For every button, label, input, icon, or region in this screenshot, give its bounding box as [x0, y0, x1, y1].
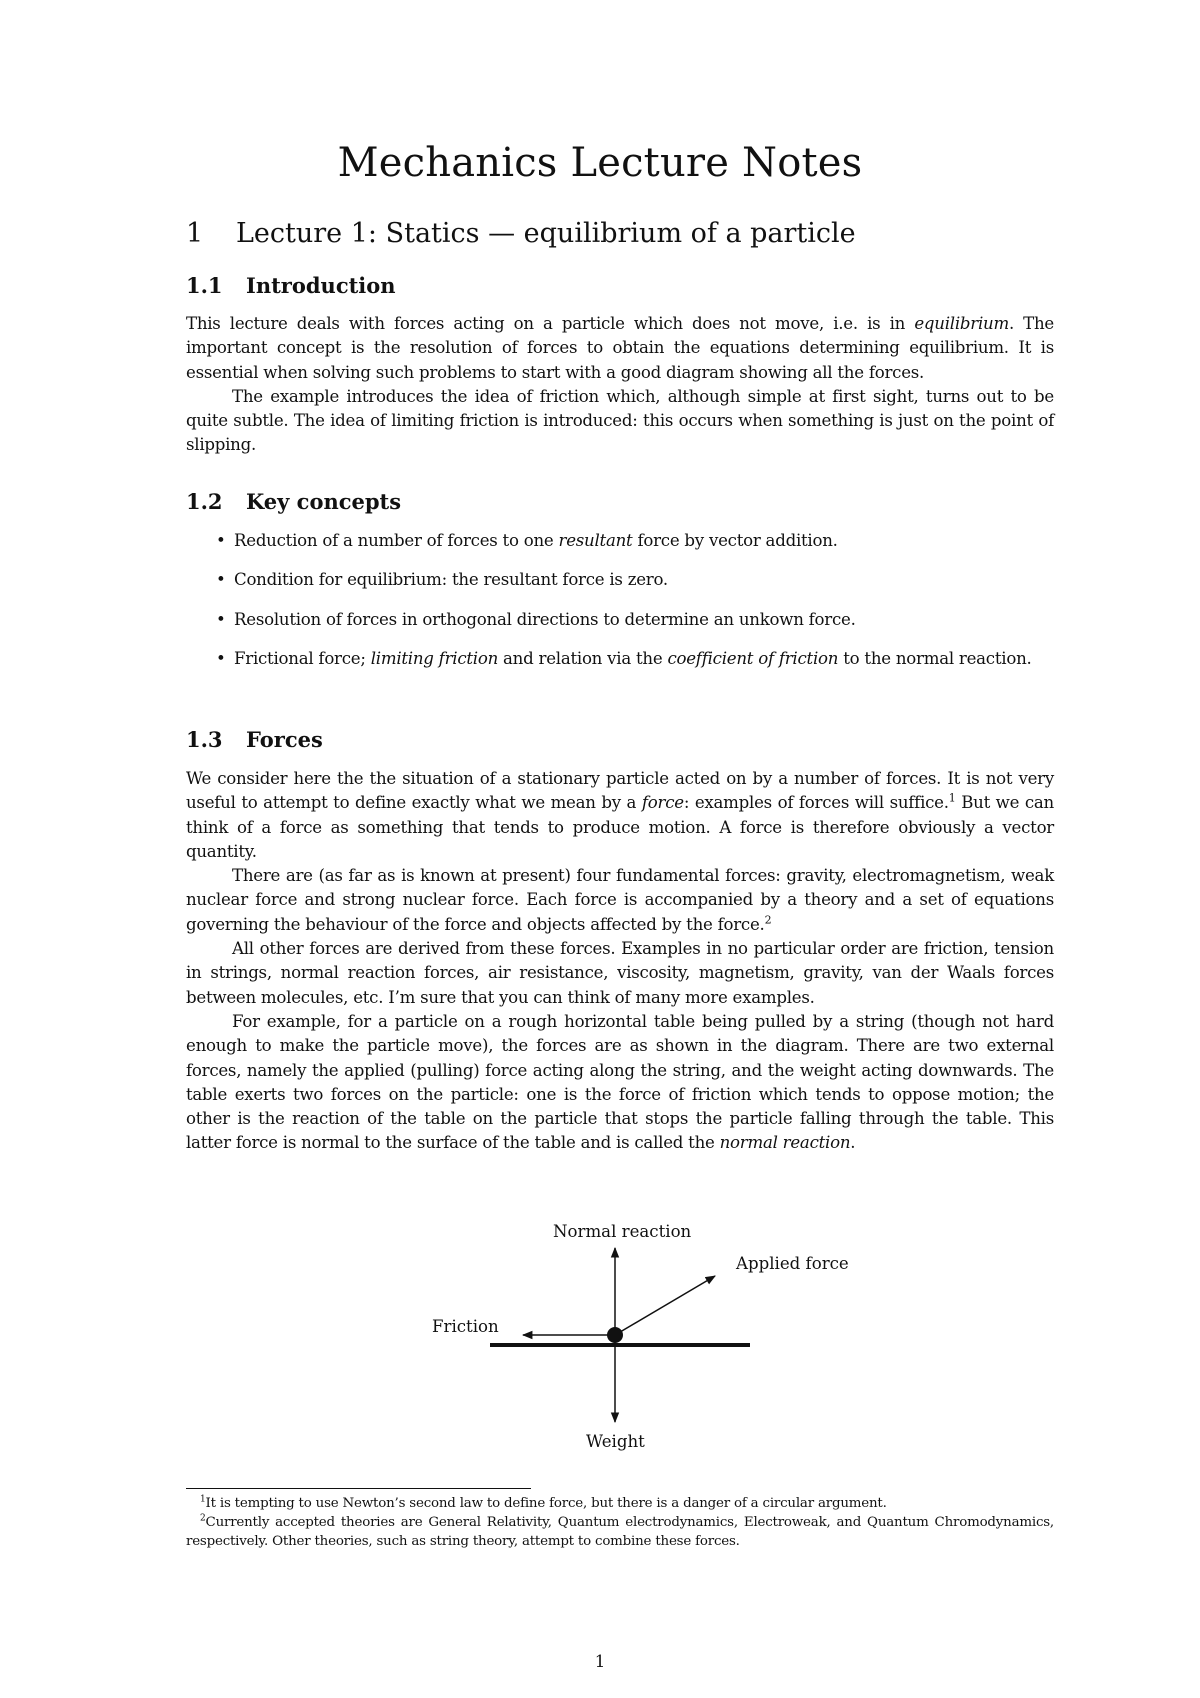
emphasis: normal reaction	[719, 1133, 851, 1153]
bullet-icon: •	[216, 570, 226, 590]
force-diagram	[420, 1210, 849, 1460]
label-weight: Weight	[586, 1432, 645, 1451]
footnote-marker: 1	[200, 1494, 206, 1505]
subsection-title: Forces	[246, 727, 323, 752]
subsection-number: 1.3	[186, 727, 223, 752]
section-heading-1	[186, 218, 856, 249]
text-run: to the normal reaction.	[838, 648, 1032, 668]
label-friction: Friction	[432, 1317, 499, 1336]
paragraph	[186, 1010, 1054, 1156]
key-concepts-list	[186, 529, 1054, 686]
emphasis: force	[641, 793, 684, 813]
text-run: Currently accepted theories are General Relativity, Quantum electrodynamics, Electroweak, and Quantum Chromodynamics, respectively. Other theories, such as string theory, attempt to combine these forces.	[186, 1515, 1054, 1549]
text-run: For example, for a particle on a rough horizontal table being pulled by a string (though not hard enough to make the particle move), the forces are as shown in the diagram. There are two external forces, namely the applied (pulling) force acting along the string, and the weight acting downwards. The table exerts two forces on the particle: one is the force of friction which tends to oppose motion; the other is the reaction of the table on the particle that stops the particle falling through the table. This latter force is normal to the surface of the table and is called the	[186, 1011, 1054, 1153]
footnotes	[186, 1494, 1054, 1551]
list-item	[186, 529, 1054, 553]
text-run: : examples of forces will suffice.	[683, 793, 949, 813]
particle	[607, 1327, 623, 1343]
paragraph	[186, 312, 1054, 385]
document-title: Mechanics Lecture Notes	[337, 140, 863, 186]
subsection-heading-introduction	[186, 273, 396, 298]
label-normal-reaction: Normal reaction	[553, 1222, 692, 1241]
text-run: There are (as far as is known at present) four fundamental forces: gravity, electromagnetism, weak nuclear force and strong nuclear force. Each force is accompanied by a theory and a set of equations governing the behaviour of the force and objects affected by the force.	[186, 866, 1054, 934]
text-run: But we can think of a force as something that tends to produce motion. A force is therefore obviously a vector quantity.	[186, 793, 1054, 861]
applied-force-arrow	[615, 1276, 715, 1335]
subsection-title: Key concepts	[246, 489, 402, 514]
footnote-2	[186, 1513, 1054, 1551]
text-run: Condition for equilibrium: the resultant force is zero.	[234, 570, 668, 590]
emphasis: coefficient of friction	[667, 648, 839, 668]
footnote-marker: 2	[200, 1513, 206, 1524]
footnote-marker: 1	[948, 791, 956, 805]
bullet-icon: •	[216, 609, 226, 629]
introduction-text	[186, 312, 1054, 458]
subsection-title: Introduction	[246, 273, 396, 298]
emphasis: equilibrium	[914, 314, 1009, 333]
emphasis: limiting friction	[370, 648, 499, 668]
list-item	[186, 608, 1054, 632]
text-run: force by vector addition.	[632, 531, 838, 550]
text-run: Resolution of forces in orthogonal directions to determine an unkown force.	[234, 609, 856, 629]
text-run: We consider here the the situation of a stationary particle acted on by a number of forces. It is not very useful to attempt to define exactly what we mean by a	[186, 769, 1054, 813]
subsection-heading-forces	[186, 727, 323, 752]
subsection-number: 1.2	[186, 489, 223, 514]
bullet-icon: •	[216, 531, 226, 550]
paragraph	[186, 864, 1054, 937]
text-run: . The important concept is the resolution of forces to obtain the equations determining equilibrium. It is essential when solving such problems to start with a good diagram showing all the forces.	[186, 314, 1055, 382]
bullet-icon: •	[216, 648, 226, 668]
text-run: and relation via the	[498, 648, 668, 668]
footnote-1	[186, 1494, 1054, 1513]
list-item	[186, 647, 1054, 671]
text-run: This lecture deals with forces acting on a particle which does not move, i.e. is in	[186, 314, 915, 333]
text-run: It is tempting to use Newton’s second law to define force, but there is a danger of a circular argument.	[205, 1496, 887, 1511]
footnote-marker: 2	[764, 913, 772, 927]
subsection-number: 1.1	[186, 273, 223, 298]
text-run: Frictional force;	[234, 648, 371, 668]
label-applied-force: Applied force	[736, 1254, 849, 1273]
paragraph: The example introduces the idea of friction which, although simple at first sight, turns out to be quite subtle. The idea of limiting friction is introduced: this occurs when something is just on the point of slipping.	[186, 386, 1054, 455]
text-run: .	[850, 1133, 856, 1153]
list-item	[186, 568, 1054, 592]
paragraph	[186, 767, 1054, 864]
section-title: Lecture 1: Statics — equilibrium of a particle	[236, 218, 856, 249]
text-run: Reduction of a number of forces to one	[234, 531, 559, 550]
paragraph: All other forces are derived from these forces. Examples in no particular order are friction, tension in strings, normal reaction forces, air resistance, viscosity, magnetism, gravity, van der Waals forces between molecules, etc. I’m sure that you can think of many more examples.	[186, 939, 1054, 1007]
forces-text	[186, 767, 1054, 1156]
page-number: 1	[594, 1652, 606, 1671]
section-number: 1	[186, 218, 204, 249]
subsection-heading-key-concepts	[186, 489, 401, 514]
emphasis: resultant	[558, 531, 633, 550]
footnote-rule	[186, 1488, 531, 1489]
